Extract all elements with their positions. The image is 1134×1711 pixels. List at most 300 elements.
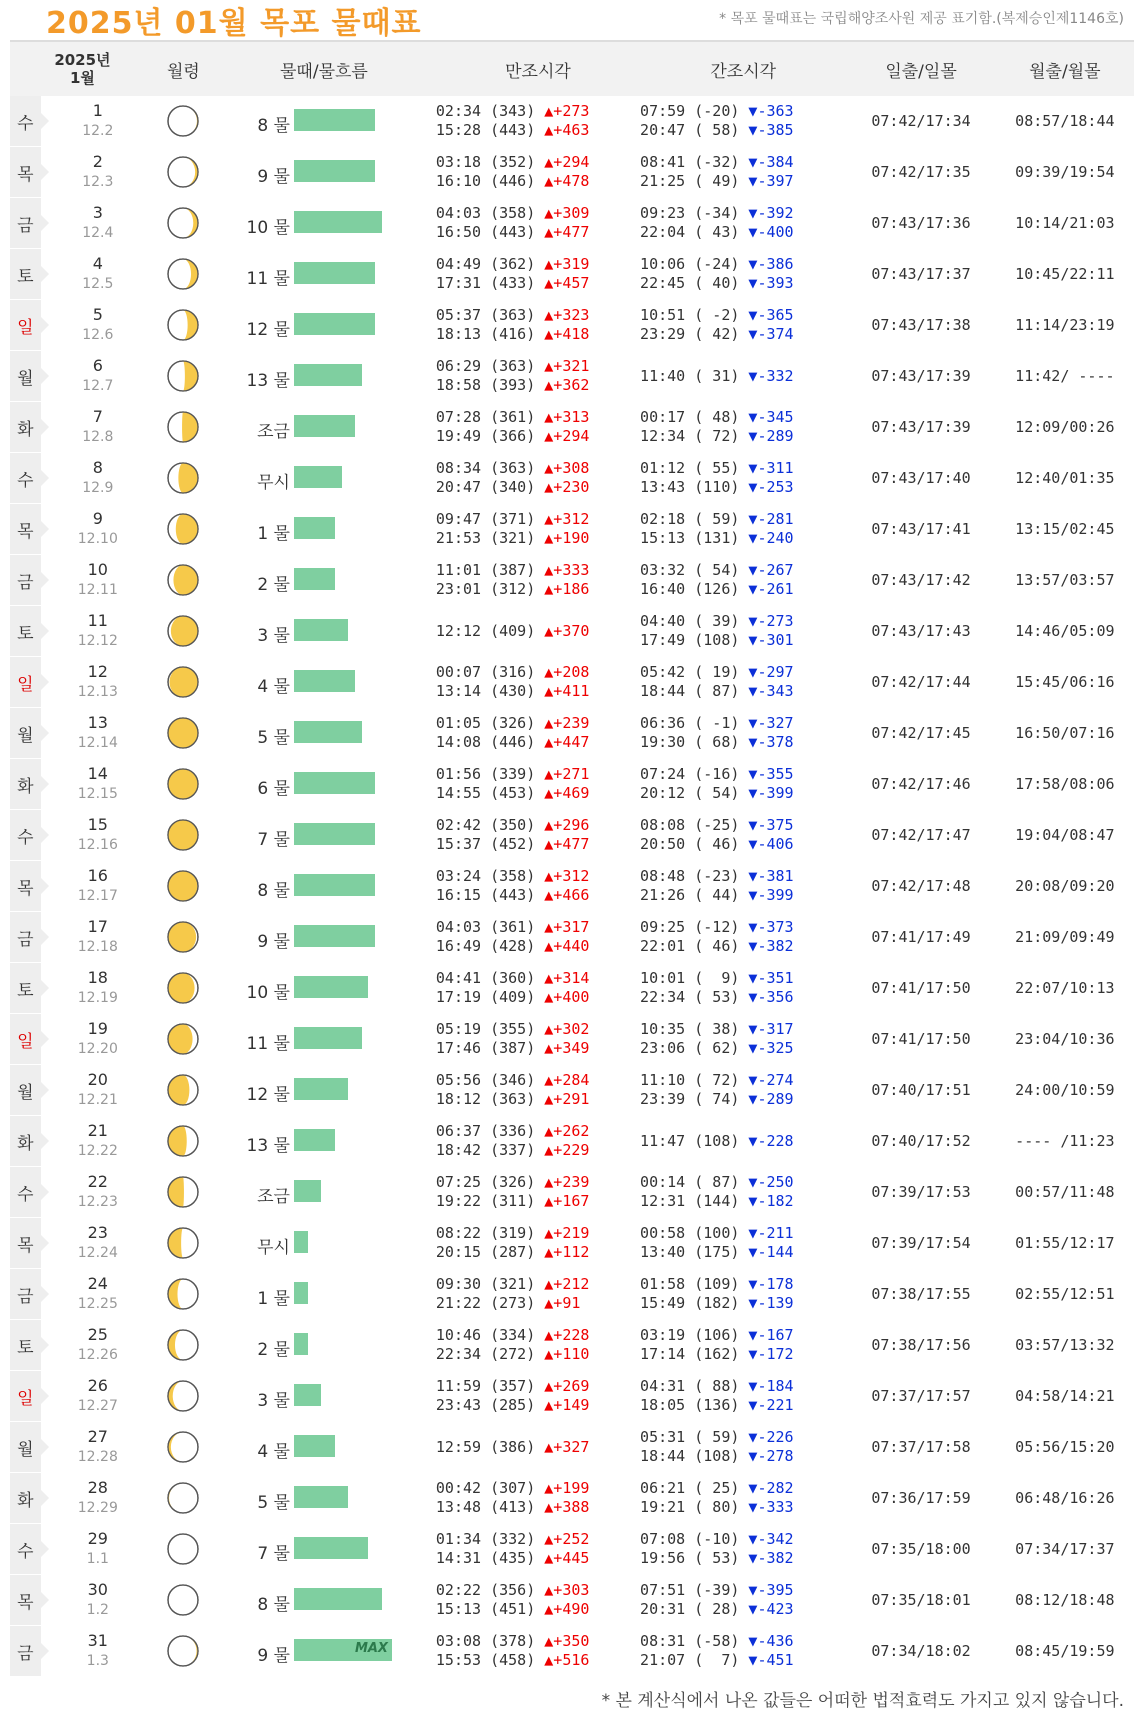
moonrise-moonset: 22:07/10:13 <box>996 963 1134 1014</box>
low-time: 23:29 ( 42) <box>640 325 740 343</box>
page-header <box>0 0 1134 40</box>
high-time: 07:25 (326) <box>435 1173 536 1191</box>
low-time: 09:23 (-34) <box>640 204 740 222</box>
solar-day: 28 <box>87 1478 108 1497</box>
low-diff-arrow: ▼ <box>748 1326 758 1344</box>
date-cell <box>41 1524 155 1575</box>
solar-day: 24 <box>87 1274 108 1293</box>
high-diff-arrow: ▲ <box>544 561 554 579</box>
high-entry <box>436 1071 640 1090</box>
day-of-week <box>10 96 41 147</box>
low-time: 18:44 ( 87) <box>640 682 740 700</box>
lunar-date: 12.25 <box>77 1296 118 1312</box>
row-marker-arrow <box>41 317 49 333</box>
high-time: 14:08 (446) <box>435 733 536 751</box>
solar-day: 5 <box>92 305 103 324</box>
moonrise-moonset: 17:58/08:06 <box>996 759 1134 810</box>
low-time: 08:31 (-58) <box>640 1632 740 1650</box>
high-time: 09:30 (321) <box>435 1275 536 1293</box>
low-diff: -351 <box>757 969 794 987</box>
moonrise-moonset: ---- /11:23 <box>996 1116 1134 1167</box>
moon-phase-icon <box>155 453 212 504</box>
low-time: 21:25 ( 49) <box>640 172 740 190</box>
row-marker-arrow <box>41 1592 49 1608</box>
high-diff-arrow: ▲ <box>544 408 554 426</box>
sunrise-sunset: 07:43/17:43 <box>846 606 995 657</box>
low-time: 21:26 ( 44) <box>640 886 740 904</box>
low-entry <box>640 714 846 733</box>
moon-phase-icon <box>155 1320 212 1371</box>
high-diff: +447 <box>553 733 590 751</box>
moon-phase-icon <box>155 1422 212 1473</box>
high-diff-arrow: ▲ <box>544 1600 554 1618</box>
low-time: 20:31 ( 28) <box>640 1600 740 1618</box>
moon-phase-icon <box>155 1575 212 1626</box>
low-diff: -399 <box>757 886 794 904</box>
low-time: 15:49 (182) <box>640 1294 740 1312</box>
flow-bar <box>294 211 382 233</box>
high-tide-cell <box>436 249 640 300</box>
sunrise-sunset: 07:43/17:37 <box>846 249 995 300</box>
high-diff-arrow: ▲ <box>544 784 554 802</box>
high-entry <box>436 325 640 344</box>
mul-cell <box>212 861 436 912</box>
moon-phase-icon <box>155 1524 212 1575</box>
moonrise-moonset: 06:48/16:26 <box>996 1473 1134 1524</box>
solar-day: 2 <box>92 152 103 171</box>
solar-day: 12 <box>87 662 108 681</box>
low-diff: -333 <box>757 1498 794 1516</box>
moonrise-moonset: 05:56/15:20 <box>996 1422 1134 1473</box>
date-cell <box>41 1422 155 1473</box>
high-entry <box>436 886 640 905</box>
high-tide-cell <box>436 1320 640 1371</box>
low-diff-arrow: ▼ <box>748 867 758 885</box>
high-diff-arrow: ▲ <box>544 765 554 783</box>
high-time: 09:47 (371) <box>435 510 536 528</box>
high-diff-arrow: ▲ <box>544 102 554 120</box>
low-time: 03:32 ( 54) <box>640 561 740 579</box>
high-tide-cell <box>436 555 640 606</box>
lunar-date: 12.17 <box>77 888 118 904</box>
low-tide-cell <box>640 1167 846 1218</box>
high-diff-arrow: ▲ <box>544 1581 554 1599</box>
high-diff-arrow: ▲ <box>544 1479 554 1497</box>
table-row <box>10 1167 1134 1218</box>
lunar-date: 12.18 <box>77 939 118 955</box>
low-diff: -395 <box>757 1581 794 1599</box>
high-diff-arrow: ▲ <box>544 682 554 700</box>
high-diff: +212 <box>553 1275 590 1293</box>
low-diff-arrow: ▼ <box>748 102 758 120</box>
low-time: 01:12 ( 55) <box>640 459 740 477</box>
low-time: 06:21 ( 25) <box>640 1479 740 1497</box>
day-of-week <box>10 963 41 1014</box>
low-diff-arrow: ▼ <box>748 1447 758 1465</box>
high-diff-arrow: ▲ <box>544 1294 554 1312</box>
low-diff: -382 <box>757 937 794 955</box>
high-tide-cell <box>436 1065 640 1116</box>
table-row <box>10 1116 1134 1167</box>
low-time: 21:07 ( 7) <box>640 1651 740 1669</box>
header-sunrise-sunset: 일출/일몰 <box>846 41 995 96</box>
flow-bar <box>294 721 362 743</box>
high-time: 04:49 (362) <box>435 255 536 273</box>
low-diff-arrow: ▼ <box>748 1479 758 1497</box>
low-diff-arrow: ▼ <box>748 1549 758 1567</box>
low-entry <box>640 1345 846 1364</box>
high-tide-cell <box>436 810 640 861</box>
high-entry <box>436 733 640 752</box>
moon-phase-icon <box>155 861 212 912</box>
date-cell <box>41 1473 155 1524</box>
sunrise-sunset: 07:41/17:50 <box>846 1014 995 1065</box>
high-time: 14:31 (435) <box>435 1549 536 1567</box>
high-tide-cell <box>436 1014 640 1065</box>
mul-name: 10 물 <box>246 218 290 238</box>
high-entry <box>436 1632 640 1651</box>
high-diff: +463 <box>553 121 590 139</box>
high-time: 05:37 (363) <box>435 306 536 324</box>
solar-day: 4 <box>92 254 103 273</box>
low-time: 10:01 ( 9) <box>640 969 740 987</box>
low-entry <box>640 1224 846 1243</box>
high-diff-arrow: ▲ <box>544 1326 554 1344</box>
flow-bar <box>294 1282 308 1304</box>
max-label: MAX <box>354 1641 388 1656</box>
low-diff-arrow: ▼ <box>748 969 758 987</box>
flow-bar <box>294 1129 335 1151</box>
day-of-week-label: 월 <box>17 1082 34 1103</box>
low-diff-arrow: ▼ <box>748 478 758 496</box>
low-entry <box>640 529 846 548</box>
high-entry <box>436 1224 640 1243</box>
low-entry <box>640 663 846 682</box>
high-time: 03:08 (378) <box>435 1632 536 1650</box>
solar-day: 20 <box>87 1070 108 1089</box>
low-entry <box>640 867 846 886</box>
table-row <box>10 912 1134 963</box>
low-diff-arrow: ▼ <box>748 1345 758 1363</box>
mul-cell <box>212 1626 436 1677</box>
low-diff-arrow: ▼ <box>748 459 758 477</box>
high-time: 23:01 (312) <box>435 580 536 598</box>
low-tide-cell <box>640 1269 846 1320</box>
high-entry <box>436 478 640 497</box>
high-entry <box>436 561 640 580</box>
flow-bar <box>294 1027 362 1049</box>
mul-name: 12 물 <box>246 1085 290 1105</box>
flow-bar <box>294 1537 369 1559</box>
lunar-date: 1.3 <box>86 1653 109 1669</box>
high-diff: +239 <box>553 1173 590 1191</box>
low-time: 00:58 (100) <box>640 1224 740 1242</box>
high-entry <box>436 172 640 191</box>
moonrise-moonset: 09:39/19:54 <box>996 147 1134 198</box>
high-time: 15:13 (451) <box>435 1600 536 1618</box>
high-diff-arrow: ▲ <box>544 1632 554 1650</box>
solar-day: 30 <box>87 1580 108 1599</box>
low-diff: -400 <box>757 223 794 241</box>
sunrise-sunset: 07:42/17:48 <box>846 861 995 912</box>
low-tide-cell <box>640 963 846 1014</box>
moonrise-moonset: 01:55/12:17 <box>996 1218 1134 1269</box>
low-entry <box>640 1428 846 1447</box>
high-diff: +230 <box>553 478 590 496</box>
low-diff: -226 <box>757 1428 794 1446</box>
date-cell <box>41 453 155 504</box>
day-of-week-label: 수 <box>17 470 34 491</box>
high-entry <box>436 274 640 293</box>
high-tide-cell <box>436 657 640 708</box>
low-entry <box>640 459 846 478</box>
low-diff: -356 <box>757 988 794 1006</box>
table-row <box>10 1626 1134 1677</box>
low-diff: -144 <box>757 1243 794 1261</box>
low-diff-arrow: ▼ <box>748 172 758 190</box>
high-diff-arrow: ▲ <box>544 1224 554 1242</box>
sunrise-sunset: 07:40/17:51 <box>846 1065 995 1116</box>
high-diff-arrow: ▲ <box>544 357 554 375</box>
low-entry <box>640 121 846 140</box>
high-diff: +302 <box>553 1020 590 1038</box>
moon-phase-icon <box>155 198 212 249</box>
low-time: 23:06 ( 62) <box>640 1039 740 1057</box>
lunar-date: 12.10 <box>77 531 118 547</box>
low-time: 00:17 ( 48) <box>640 408 740 426</box>
low-time: 13:43 (110) <box>640 478 740 496</box>
high-diff-arrow: ▲ <box>544 223 554 241</box>
mul-name: 10 물 <box>246 983 290 1003</box>
low-entry <box>640 784 846 803</box>
row-marker-arrow <box>41 215 49 231</box>
low-tide-cell <box>640 1320 846 1371</box>
mul-name: 6 물 <box>257 779 290 799</box>
table-row <box>10 300 1134 351</box>
mul-cell <box>212 555 436 606</box>
mul-name: 5 물 <box>257 1493 290 1513</box>
low-time: 00:14 ( 87) <box>640 1173 740 1191</box>
date-cell <box>41 1269 155 1320</box>
low-entry <box>640 1275 846 1294</box>
day-of-week <box>10 504 41 555</box>
low-entry <box>640 1243 846 1262</box>
high-time: 20:47 (340) <box>435 478 536 496</box>
moon-phase-icon <box>155 1218 212 1269</box>
high-entry <box>436 1479 640 1498</box>
moon-phase-icon <box>155 708 212 759</box>
date-cell <box>41 912 155 963</box>
date-cell <box>41 1371 155 1422</box>
row-marker-arrow <box>41 1337 49 1353</box>
lunar-date: 12.21 <box>77 1092 118 1108</box>
day-of-week <box>10 1626 41 1677</box>
low-time: 08:48 (-23) <box>640 867 740 885</box>
solar-day: 22 <box>87 1172 108 1191</box>
low-entry <box>640 427 846 446</box>
high-diff: +167 <box>553 1192 590 1210</box>
low-entry <box>640 223 846 242</box>
low-diff-arrow: ▼ <box>748 918 758 936</box>
table-row <box>10 1218 1134 1269</box>
high-time: 13:14 (430) <box>435 682 536 700</box>
low-entry <box>640 1326 846 1345</box>
mul-cell <box>212 300 436 351</box>
flow-bar <box>294 466 342 488</box>
low-time: 04:31 ( 88) <box>640 1377 740 1395</box>
low-diff-arrow: ▼ <box>748 682 758 700</box>
low-diff: -381 <box>757 867 794 885</box>
high-tide-cell <box>436 1575 640 1626</box>
low-entry <box>640 172 846 191</box>
high-time: 11:01 (387) <box>435 561 536 579</box>
low-time: 17:14 (162) <box>640 1345 740 1363</box>
low-diff-arrow: ▼ <box>748 255 758 273</box>
high-entry <box>436 121 640 140</box>
low-diff-arrow: ▼ <box>748 325 758 343</box>
day-of-week-label: 토 <box>17 266 34 287</box>
high-diff-arrow: ▲ <box>544 255 554 273</box>
high-entry <box>436 663 640 682</box>
high-diff-arrow: ▲ <box>544 459 554 477</box>
table-row <box>10 759 1134 810</box>
low-diff-arrow: ▼ <box>748 1131 758 1150</box>
day-of-week <box>10 1116 41 1167</box>
table-row <box>10 1422 1134 1473</box>
day-of-week <box>10 453 41 504</box>
low-diff-arrow: ▼ <box>748 733 758 751</box>
row-marker-arrow <box>41 674 49 690</box>
high-diff-arrow: ▲ <box>544 1651 554 1669</box>
low-time: 07:51 (-39) <box>640 1581 740 1599</box>
mul-cell <box>212 1575 436 1626</box>
moonrise-moonset: 08:57/18:44 <box>996 96 1134 147</box>
low-tide-cell <box>640 1626 846 1677</box>
high-entry <box>436 1294 640 1313</box>
low-entry <box>640 886 846 905</box>
sunrise-sunset: 07:37/17:57 <box>846 1371 995 1422</box>
solar-day: 10 <box>87 560 108 579</box>
low-diff: -378 <box>757 733 794 751</box>
high-time: 20:15 (287) <box>435 1243 536 1261</box>
day-of-week-label: 월 <box>17 1439 34 1460</box>
row-marker-arrow <box>41 623 49 639</box>
high-diff: +445 <box>553 1549 590 1567</box>
solar-day: 26 <box>87 1376 108 1395</box>
low-diff: -297 <box>757 663 794 681</box>
low-diff: -253 <box>757 478 794 496</box>
lunar-date: 12.8 <box>82 429 114 445</box>
lunar-date: 12.19 <box>77 990 118 1006</box>
lunar-date: 12.27 <box>77 1398 118 1414</box>
moonrise-moonset: 24:00/10:59 <box>996 1065 1134 1116</box>
high-entry <box>436 255 640 274</box>
flow-bar <box>294 1078 348 1100</box>
sunrise-sunset: 07:34/18:02 <box>846 1626 995 1677</box>
high-tide-cell <box>436 96 640 147</box>
high-diff: +312 <box>553 867 590 885</box>
row-marker-arrow <box>41 521 49 537</box>
header-low-tide: 간조시각 <box>640 41 846 96</box>
high-diff-arrow: ▲ <box>544 306 554 324</box>
moonrise-moonset: 12:09/00:26 <box>996 402 1134 453</box>
day-of-week <box>10 810 41 861</box>
table-row <box>10 1371 1134 1422</box>
high-diff-arrow: ▲ <box>544 1498 554 1516</box>
low-time: 11:10 ( 72) <box>640 1071 740 1089</box>
low-diff-arrow: ▼ <box>748 1243 758 1261</box>
day-of-week <box>10 1167 41 1218</box>
low-time: 10:06 (-24) <box>640 255 740 273</box>
moon-phase-icon <box>155 1626 212 1677</box>
mul-name: 11 물 <box>246 1034 290 1054</box>
high-entry <box>436 102 640 121</box>
moonrise-moonset: 08:45/19:59 <box>996 1626 1134 1677</box>
mul-cell <box>212 198 436 249</box>
high-diff-arrow: ▲ <box>544 510 554 528</box>
moon-phase-icon <box>155 912 212 963</box>
low-diff: -273 <box>757 612 794 630</box>
low-tide-cell <box>640 351 846 402</box>
high-tide-cell <box>436 1422 640 1473</box>
solar-day: 1 <box>92 101 103 120</box>
low-time: 20:50 ( 46) <box>640 835 740 853</box>
day-of-week-label: 금 <box>17 929 34 950</box>
high-diff: +303 <box>553 1581 590 1599</box>
high-diff: +327 <box>553 1437 590 1456</box>
high-diff: +313 <box>553 408 590 426</box>
high-time: 18:12 (363) <box>435 1090 536 1108</box>
row-marker-arrow <box>41 878 49 894</box>
low-diff: -274 <box>757 1071 794 1089</box>
table-row <box>10 96 1134 147</box>
day-of-week-label: 일 <box>17 1031 34 1052</box>
high-diff: +271 <box>553 765 590 783</box>
lunar-date: 12.4 <box>82 225 114 241</box>
flow-bar <box>294 1231 308 1253</box>
high-time: 04:41 (360) <box>435 969 536 987</box>
flow-bar <box>294 1639 392 1661</box>
high-diff-arrow: ▲ <box>544 478 554 496</box>
high-time: 16:50 (443) <box>435 223 536 241</box>
day-of-week <box>10 147 41 198</box>
low-entry <box>640 1090 846 1109</box>
high-time: 04:03 (358) <box>435 204 536 222</box>
moon-phase-icon <box>155 96 212 147</box>
row-marker-arrow <box>41 368 49 384</box>
low-diff: -406 <box>757 835 794 853</box>
high-diff: +294 <box>553 427 590 445</box>
day-of-week <box>10 1320 41 1371</box>
sunrise-sunset: 07:43/17:42 <box>846 555 995 606</box>
low-time: 22:34 ( 53) <box>640 988 740 1006</box>
low-time: 13:40 (175) <box>640 1243 740 1261</box>
high-diff: +314 <box>553 969 590 987</box>
moon-phase-icon <box>155 1065 212 1116</box>
mul-name: 1 물 <box>257 1289 290 1309</box>
high-diff: +370 <box>553 621 590 640</box>
solar-day: 13 <box>87 713 108 732</box>
moon-phase-icon <box>155 759 212 810</box>
solar-day: 16 <box>87 866 108 885</box>
low-tide-cell <box>640 1575 846 1626</box>
mul-cell <box>212 249 436 300</box>
high-time: 19:49 (366) <box>435 427 536 445</box>
mul-cell <box>212 96 436 147</box>
mul-cell <box>212 1320 436 1371</box>
sunrise-sunset: 07:43/17:40 <box>846 453 995 504</box>
high-time: 17:46 (387) <box>435 1039 536 1057</box>
